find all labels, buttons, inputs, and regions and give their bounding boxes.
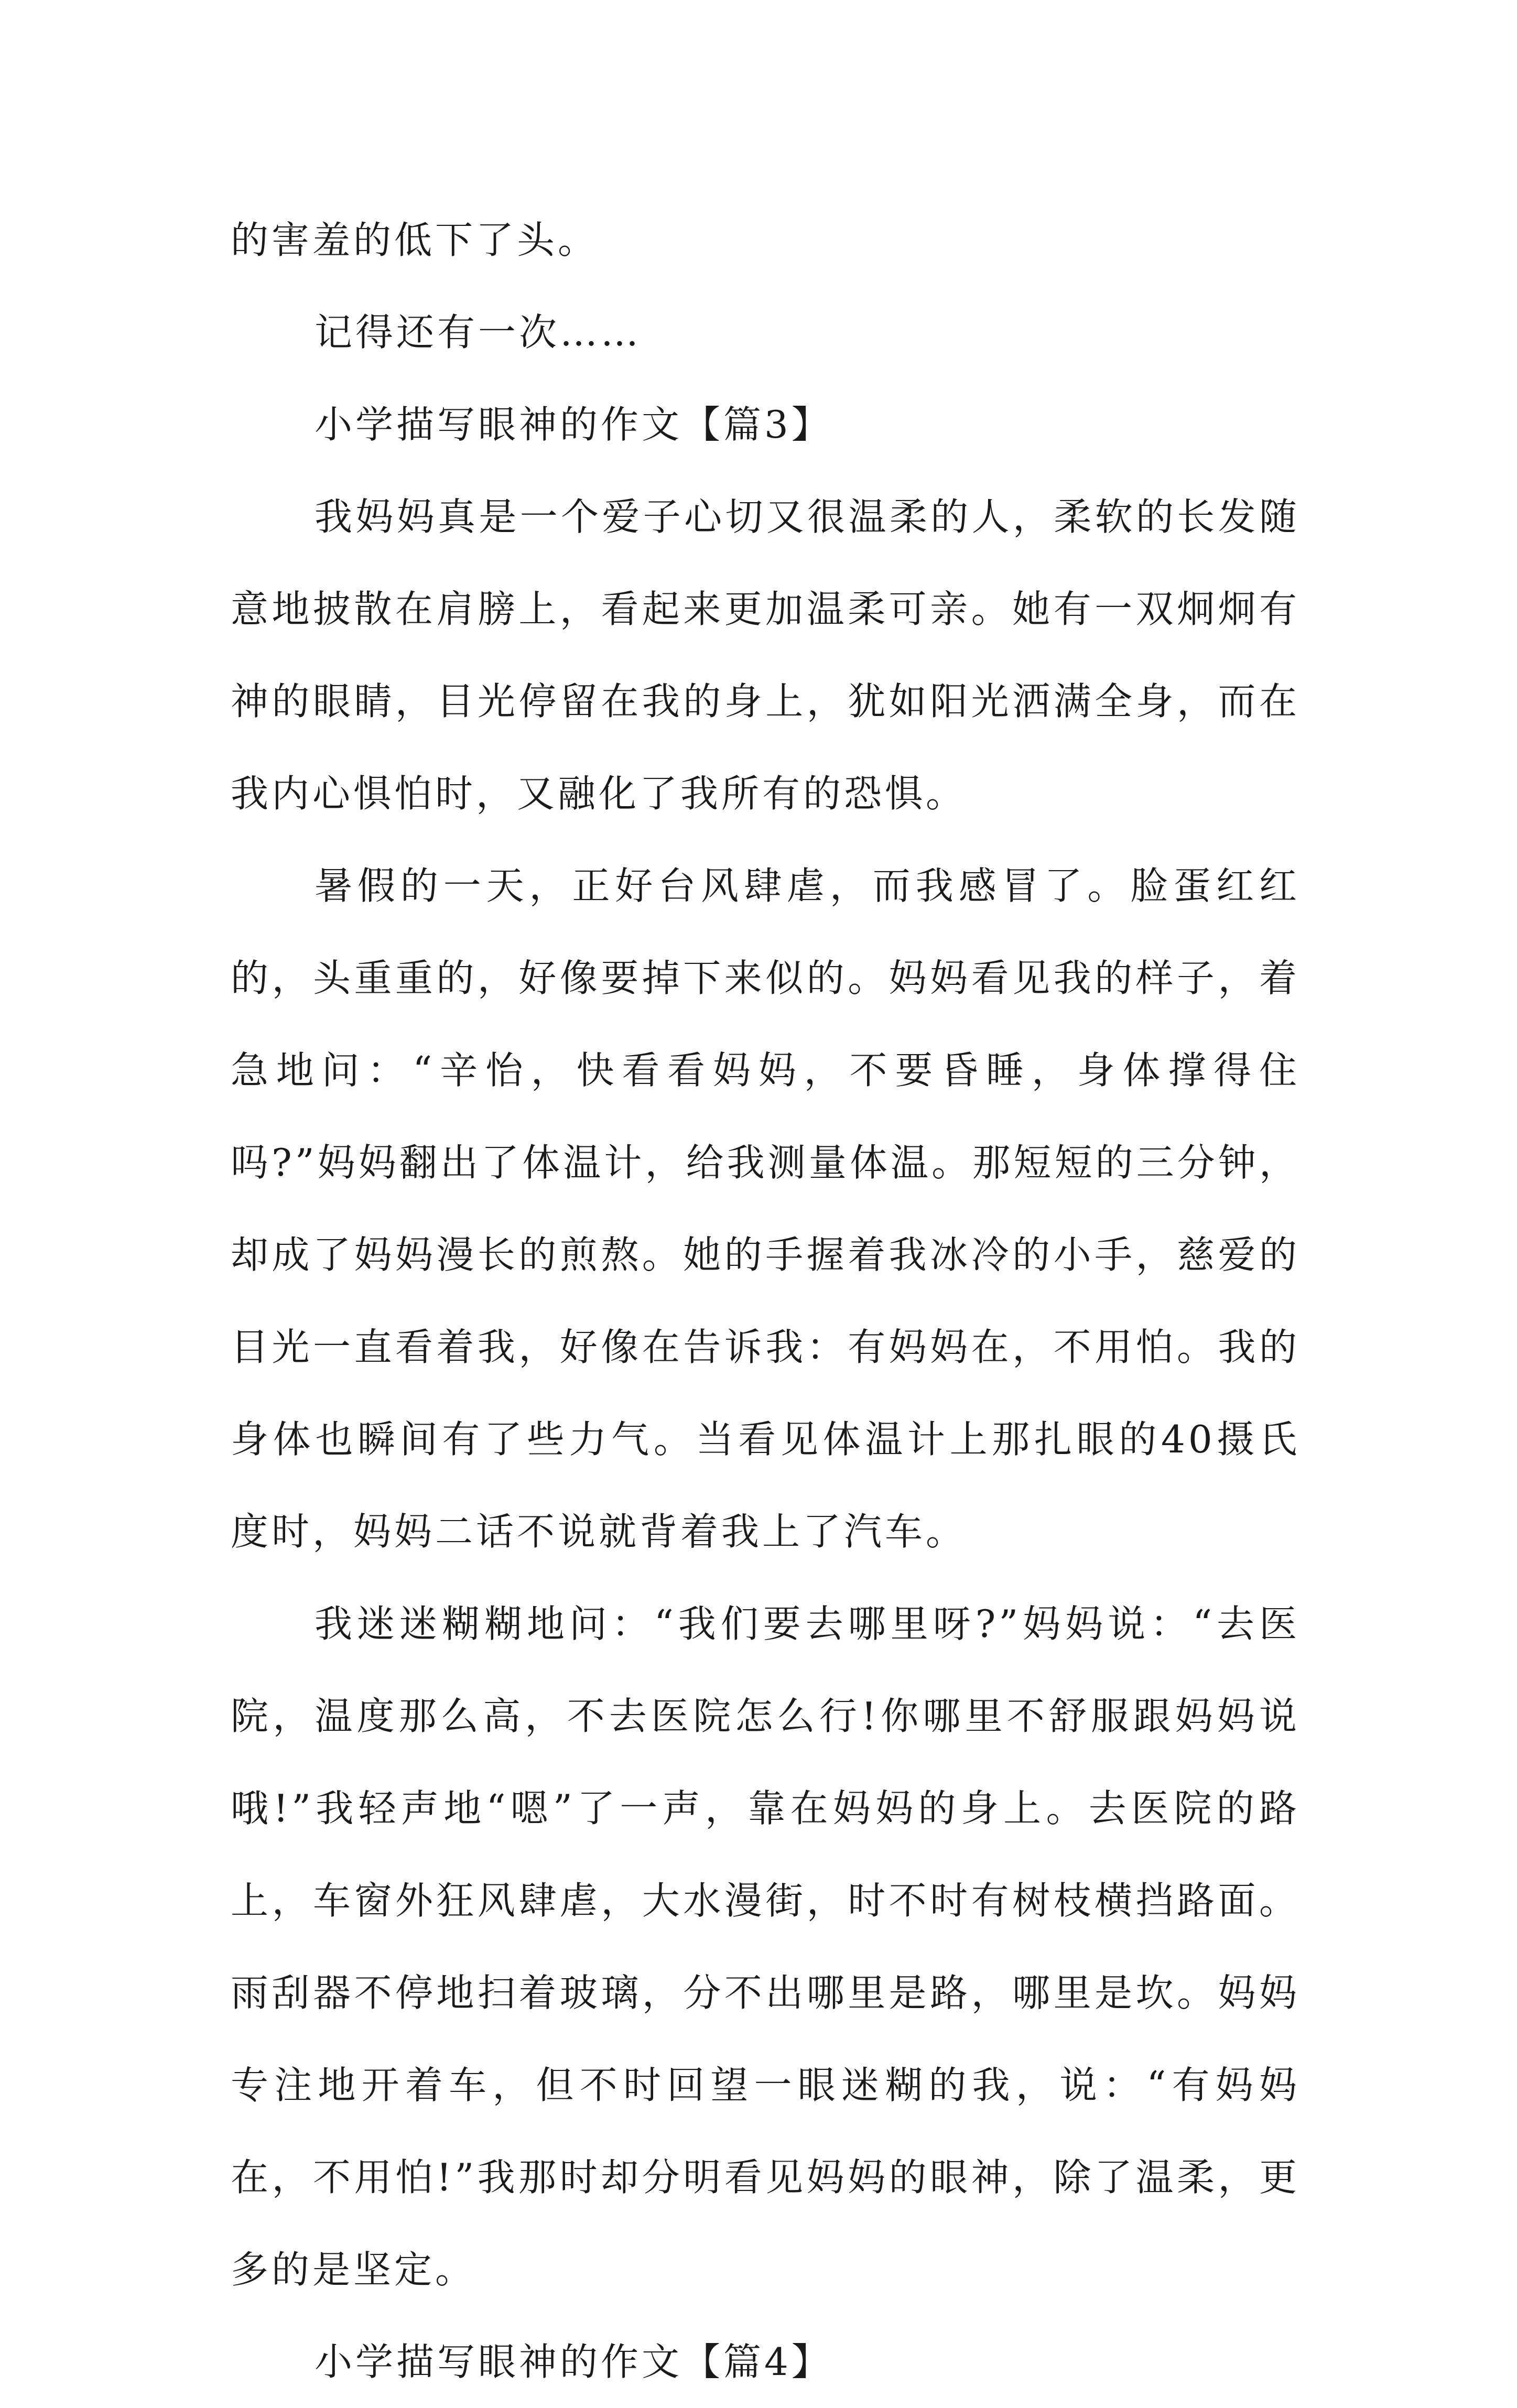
section-heading-3: 小学描写眼神的作文【篇3】 [315,403,832,447]
paragraph-hospital-trip: 我迷迷糊糊地问：“我们要去哪里呀?”妈妈说：“去医院，温度那么高，不去医院怎么行!你哪里不舒服跟妈妈说哦!”我轻声地“嗯”了一声，靠在妈妈的身上。去医院的路上，车窗外狂风肆虐，大水漫街，时不时有树枝横挡路面。雨刮器不停地扫着玻璃，分不出哪里是路，哪里是坎。妈妈专注地开着车，但不时回望一眼迷糊的我，说：“有妈妈在，不用怕!”我那时却分明看见妈妈的眼神，除了温柔，更多的是坚定。 [231,1602,1300,2292]
paragraph-mother-description: 我妈妈真是一个爱子心切又很温柔的人，柔软的长发随意地披散在肩膀上，看起来更加温柔可亲。她有一双炯炯有神的眼睛，目光停留在我的身上，犹如阳光洒满全身，而在我内心惧怕时，又融化了我所有的恐惧。 [231,495,1300,816]
paragraph-memory: 记得还有一次…… [315,310,642,354]
section-heading-4: 小学描写眼神的作文【篇4】 [315,2340,832,2384]
document-body [231,194,1300,2408]
paragraph-summer-cold: 暑假的一天，正好台风肆虐，而我感冒了。脸蛋红红的，头重重的，好像要掉下来似的。妈妈看见我的样子，着急地问：“辛怡，快看看妈妈，不要昏睡，身体撑得住吗?”妈妈翻出了体温计，给我测量体温。那短短的三分钟，却成了妈妈漫长的煎熬。她的手握着我冰冷的小手，慈爱的目光一直看着我，好像在告诉我：有妈妈在，不用怕。我的身体也瞬间有了些力气。当看见体温计上那扎眼的40摄氏度时，妈妈二话不说就背着我上了汽车。 [231,864,1300,1554]
paragraph-continuation: 的害羞的低下了头。 [231,218,599,262]
